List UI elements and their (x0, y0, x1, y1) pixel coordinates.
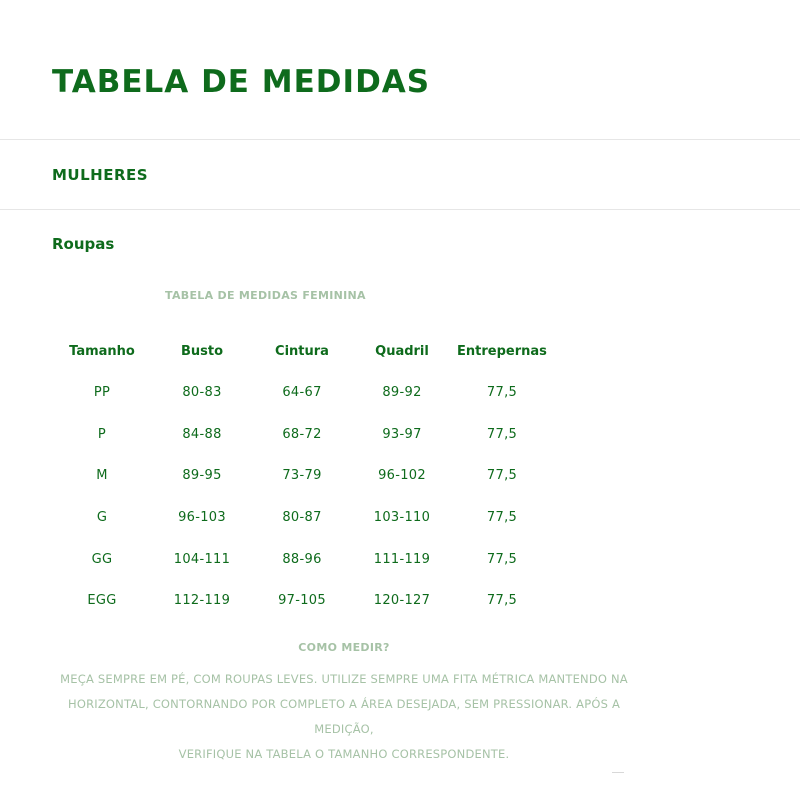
table-row (52, 497, 552, 539)
cell-hip: 89-92 (382, 385, 422, 401)
cell-bust: 84-88 (182, 426, 222, 442)
cell-size: M (96, 468, 108, 484)
cell-hip: 96-102 (378, 468, 426, 484)
how-to-measure-text (40, 667, 648, 767)
cell-waist: 68-72 (282, 426, 322, 442)
top-divider (0, 139, 800, 140)
cell-inseam: 77,5 (486, 551, 518, 567)
section-title-women[interactable]: MULHERES (52, 166, 149, 184)
header-size: Tamanho (69, 344, 135, 359)
table-row (52, 580, 552, 622)
cell-inseam: 77,5 (486, 385, 518, 401)
table-row (52, 372, 552, 414)
table-caption: TABELA DE MEDIDAS FEMININA (165, 289, 366, 302)
cell-hip: 120-127 (373, 593, 431, 609)
table-header-row (52, 331, 552, 372)
page-title: TABELA DE MEDIDAS (52, 64, 431, 100)
cell-waist: 88-96 (282, 551, 322, 567)
cell-size: P (97, 426, 107, 442)
cell-hip: 111-119 (373, 551, 431, 567)
cell-waist: 64-67 (282, 385, 322, 401)
cell-bust: 96-103 (178, 510, 226, 526)
cell-bust: 89-95 (182, 468, 222, 484)
cell-size: PP (93, 385, 111, 401)
how-to-measure-line: VERIFIQUE NA TABELA O TAMANHO CORRESPONDENTE. (178, 747, 510, 761)
header-inseam: Entrepernas (457, 344, 547, 359)
cell-waist: 97-105 (278, 593, 326, 609)
cell-size: G (96, 510, 108, 526)
how-to-measure-line: MEÇA SEMPRE EM PÉ, COM ROUPAS LEVES. UTILIZE SEMPRE UMA FITA MÉTRICA MANTENDO NA (60, 672, 628, 686)
cell-inseam: 77,5 (486, 426, 518, 442)
table-row (52, 538, 552, 580)
cell-hip: 93-97 (382, 426, 422, 442)
header-waist: Cintura (275, 344, 329, 359)
cell-inseam: 77,5 (486, 593, 518, 609)
size-table (52, 331, 552, 622)
how-to-measure-title: COMO MEDIR? (298, 641, 390, 654)
table-row (52, 414, 552, 456)
cell-inseam: 77,5 (486, 468, 518, 484)
cell-size: EGG (87, 593, 117, 609)
cell-bust: 104-111 (173, 551, 231, 567)
cell-size: GG (91, 551, 113, 567)
cell-bust: 80-83 (182, 385, 222, 401)
header-hip: Quadril (375, 344, 429, 359)
cell-hip: 103-110 (373, 510, 431, 526)
cell-waist: 73-79 (282, 468, 322, 484)
cell-waist: 80-87 (282, 510, 322, 526)
section-divider (0, 209, 800, 210)
cell-bust: 112-119 (173, 593, 231, 609)
table-row (52, 455, 552, 497)
footer-mark (612, 772, 624, 773)
how-to-measure-line: HORIZONTAL, CONTORNANDO POR COMPLETO A ÁREA DESEJADA, SEM PRESSIONAR. APÓS A MEDIÇÃO, (67, 697, 621, 736)
subsection-title-clothes: Roupas (52, 235, 115, 253)
cell-inseam: 77,5 (486, 510, 518, 526)
header-bust: Busto (180, 344, 224, 359)
